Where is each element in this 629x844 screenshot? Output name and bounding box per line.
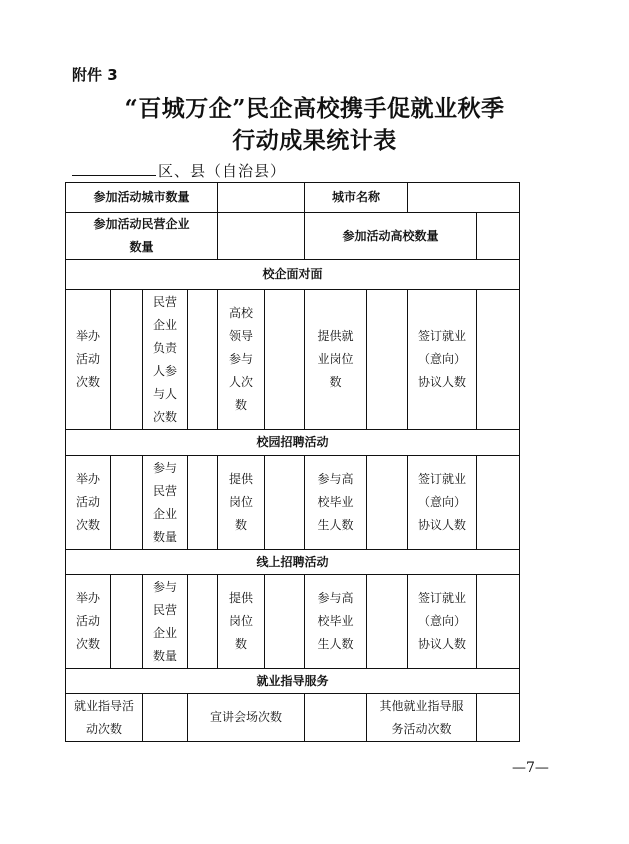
- region-blank-field[interactable]: [72, 161, 156, 176]
- label-line: 民营: [152, 294, 177, 309]
- label-line: （意向）: [418, 614, 467, 628]
- label-line: 签订就业: [418, 472, 467, 486]
- online-private-enterprises-field[interactable]: [188, 575, 218, 669]
- label-line: 参与: [152, 460, 177, 475]
- label-line: 提供就: [317, 329, 354, 343]
- lecture-sessions-label: 宣讲会场次数: [188, 694, 305, 742]
- section-title-employment-guidance: 就业指导服务: [66, 669, 520, 694]
- campus-graduates-field[interactable]: [367, 456, 408, 550]
- campus-events-held-field[interactable]: [111, 456, 143, 550]
- universities-count-field[interactable]: [477, 213, 520, 260]
- label-line: 民营: [152, 602, 177, 617]
- city-name-field[interactable]: [408, 183, 520, 213]
- label-line: 参与: [152, 579, 177, 594]
- label-line: 岗位: [229, 614, 254, 628]
- label-line: 次数: [75, 518, 100, 532]
- face-university-leaders-field[interactable]: [265, 290, 305, 430]
- statistics-form-table: [65, 182, 520, 742]
- label-line: 次数: [75, 375, 100, 389]
- online-events-held-field[interactable]: [111, 575, 143, 669]
- label-line: 签订就业: [418, 591, 467, 605]
- page-number: —7—: [512, 760, 549, 776]
- online-signed-agreements-field[interactable]: [477, 575, 520, 669]
- label-line: 次数: [75, 637, 100, 651]
- private-enterprises-label-line-2: 数量: [129, 240, 154, 254]
- label-line: 就业指导活: [73, 698, 134, 713]
- label-line: 参与: [229, 352, 254, 366]
- campus-private-enterprises-label: [143, 456, 188, 550]
- label-line: 次数: [152, 409, 177, 424]
- label-line: 签订就业: [418, 329, 467, 343]
- campus-signed-agreements-label: [408, 456, 477, 550]
- label-line: 务活动次数: [391, 721, 452, 736]
- label-line: 参与高: [317, 591, 354, 605]
- cities-count-label: 参加活动城市数量: [66, 183, 218, 213]
- guidance-events-field[interactable]: [143, 694, 188, 742]
- row-face-to-face: [66, 290, 520, 430]
- campus-graduates-label: [305, 456, 367, 550]
- label-line: 举办: [75, 329, 100, 343]
- label-line: （意向）: [418, 352, 467, 366]
- row-campus: [66, 456, 520, 550]
- campus-jobs-offered-label: [218, 456, 265, 550]
- label-line: 企业: [152, 625, 177, 640]
- campus-events-held-label: [66, 456, 111, 550]
- label-line: 校毕业: [317, 614, 354, 628]
- private-enterprises-count-field[interactable]: [218, 213, 305, 260]
- label-line: 企业: [152, 317, 177, 332]
- label-line: 其他就业指导服: [379, 698, 464, 713]
- campus-private-enterprises-field[interactable]: [188, 456, 218, 550]
- label-line: 提供: [229, 591, 254, 605]
- label-line: 举办: [75, 591, 100, 605]
- face-events-held-field[interactable]: [111, 290, 143, 430]
- form-title-line-2: 行动成果统计表: [232, 127, 397, 154]
- label-line: 人参: [152, 363, 177, 378]
- label-line: 人次: [229, 375, 254, 389]
- label-line: 数: [235, 637, 248, 651]
- universities-count-label: 参加活动高校数量: [305, 213, 477, 260]
- online-events-held-label: [66, 575, 111, 669]
- face-jobs-offered-field[interactable]: [367, 290, 408, 430]
- region-label: 区、县（自治县）: [158, 162, 287, 180]
- label-line: （意向）: [418, 495, 467, 509]
- section-title-face-to-face: 校企面对面: [66, 260, 520, 290]
- cities-count-field[interactable]: [218, 183, 305, 213]
- private-enterprises-label-line-1: 参加活动民营企业: [93, 217, 190, 231]
- label-line: 提供: [229, 472, 254, 486]
- label-line: 校毕业: [317, 495, 354, 509]
- label-line: 协议人数: [418, 518, 467, 532]
- section-title-campus-recruitment: 校园招聘活动: [66, 430, 520, 456]
- city-name-label: 城市名称: [305, 183, 408, 213]
- online-jobs-offered-label: [218, 575, 265, 669]
- row-online: [66, 575, 520, 669]
- section-header-guidance: [66, 669, 520, 694]
- label-line: 活动: [75, 352, 100, 366]
- other-guidance-field[interactable]: [477, 694, 520, 742]
- label-line: 活动: [75, 495, 100, 509]
- face-signed-agreements-label: [408, 290, 477, 430]
- label-line: 业岗位: [317, 352, 354, 366]
- label-line: 生人数: [317, 518, 354, 532]
- online-private-enterprises-label: [143, 575, 188, 669]
- campus-signed-agreements-field[interactable]: [477, 456, 520, 550]
- label-line: 数量: [152, 648, 177, 663]
- label-line: 协议人数: [418, 637, 467, 651]
- lecture-sessions-field[interactable]: [305, 694, 367, 742]
- row-cities: [66, 183, 520, 213]
- form-title-line-1: “百城万企”民企高校携手促就业秋季: [124, 95, 505, 122]
- label-line: 生人数: [317, 637, 354, 651]
- face-private-leaders-label: [143, 290, 188, 430]
- label-line: 负责: [152, 340, 177, 355]
- face-events-held-label: [66, 290, 111, 430]
- label-line: 民营: [152, 483, 177, 498]
- campus-jobs-offered-field[interactable]: [265, 456, 305, 550]
- attachment-label: 附件 3: [72, 66, 118, 84]
- label-line: 数: [235, 398, 248, 412]
- region-line: [72, 160, 286, 181]
- label-line: 举办: [75, 472, 100, 486]
- label-line: 数量: [152, 529, 177, 544]
- guidance-events-label: [66, 694, 143, 742]
- private-enterprises-count-label: [66, 213, 218, 260]
- row-participants: [66, 213, 520, 260]
- online-graduates-label: [305, 575, 367, 669]
- online-signed-agreements-label: [408, 575, 477, 669]
- label-line: 与人: [152, 386, 177, 401]
- label-line: 企业: [152, 506, 177, 521]
- label-line: 数: [329, 375, 342, 389]
- section-header-face-to-face: [66, 260, 520, 290]
- label-line: 协议人数: [418, 375, 467, 389]
- face-jobs-offered-label: [305, 290, 367, 430]
- row-guidance: [66, 694, 520, 742]
- face-private-leaders-field[interactable]: [188, 290, 218, 430]
- label-line: 岗位: [229, 495, 254, 509]
- label-line: 高校: [229, 306, 254, 320]
- label-line: 活动: [75, 614, 100, 628]
- section-title-online-recruitment: 线上招聘活动: [66, 550, 520, 575]
- label-line: 领导: [229, 329, 254, 343]
- section-header-campus: [66, 430, 520, 456]
- section-header-online: [66, 550, 520, 575]
- online-jobs-offered-field[interactable]: [265, 575, 305, 669]
- label-line: 参与高: [317, 472, 354, 486]
- label-line: 数: [235, 518, 248, 532]
- face-signed-agreements-field[interactable]: [477, 290, 520, 430]
- online-graduates-field[interactable]: [367, 575, 408, 669]
- other-guidance-label: [367, 694, 477, 742]
- label-line: 动次数: [85, 721, 122, 736]
- face-university-leaders-label: [218, 290, 265, 430]
